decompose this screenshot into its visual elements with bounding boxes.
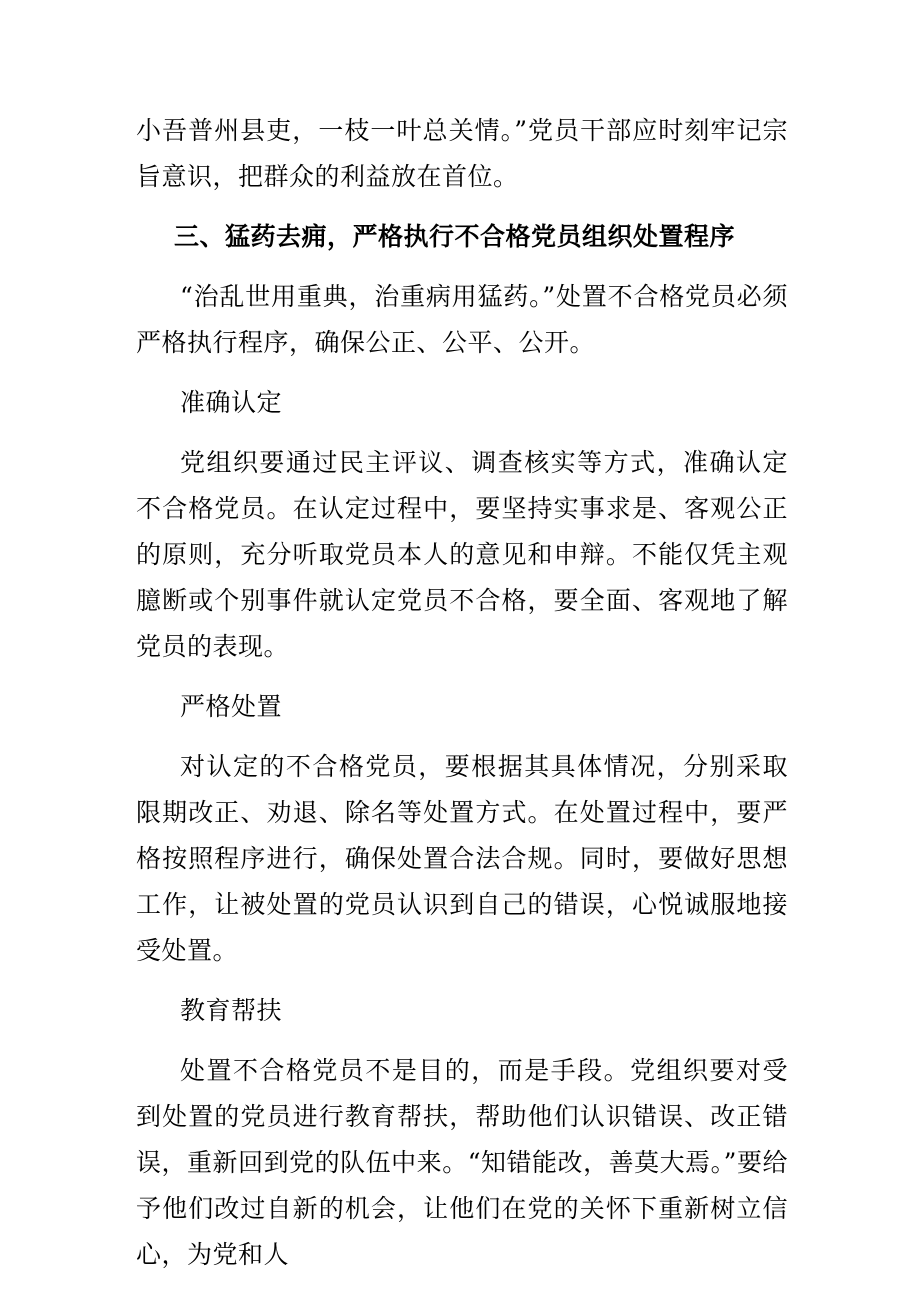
paragraph-identification: 党组织要通过民主评议、调查核实等方式，准确认定不合格党员。在认定过程中，要坚持实事求是、客观公正的原则，充分听取党员本人的意见和申辩。不能仅凭主观臆断或个别事件就认定党员不合格，要全面、客观地了解党员的表现。 [136, 448, 788, 661]
paragraph-handling: 对认定的不合格党员，要根据其具体情况，分别采取限期改正、劝退、除名等处置方式。在处置过程中，要严格按照程序进行，确保处置合法合规。同时，要做好思想工作，让被处置的党员认识到自己的错误，心悦诚服地接受处置。 [136, 752, 788, 965]
paragraph-education: 处置不合格党员不是目的，而是手段。党组织要对受到处置的党员进行教育帮扶，帮助他们认识错误、改正错误，重新回到党的队伍中来。“知错能改，善莫大焉。”要给予他们改过自新的机会，让他们在党的关怀下重新树立信心，为党和人 [136, 1056, 788, 1269]
subheading-accurate-identification: 准确认定 [180, 388, 283, 417]
document-body [136, 108, 788, 1292]
subheading-strict-handling: 严格处置 [180, 692, 283, 721]
subheading-education-support: 教育帮扶 [180, 996, 283, 1025]
section-heading: 三、猛药去痈，严格执行不合格党员组织处置程序 [174, 222, 736, 251]
paragraph-continuation: 小吾普州县吏，一枝一叶总关情。”党员干部应时刻牢记宗旨意识，把群众的利益放在首位。 [136, 116, 788, 191]
paragraph-intro: “治乱世用重典，治重病用猛药。”处置不合格党员必须严格执行程序，确保公正、公平、公开。 [136, 282, 788, 357]
